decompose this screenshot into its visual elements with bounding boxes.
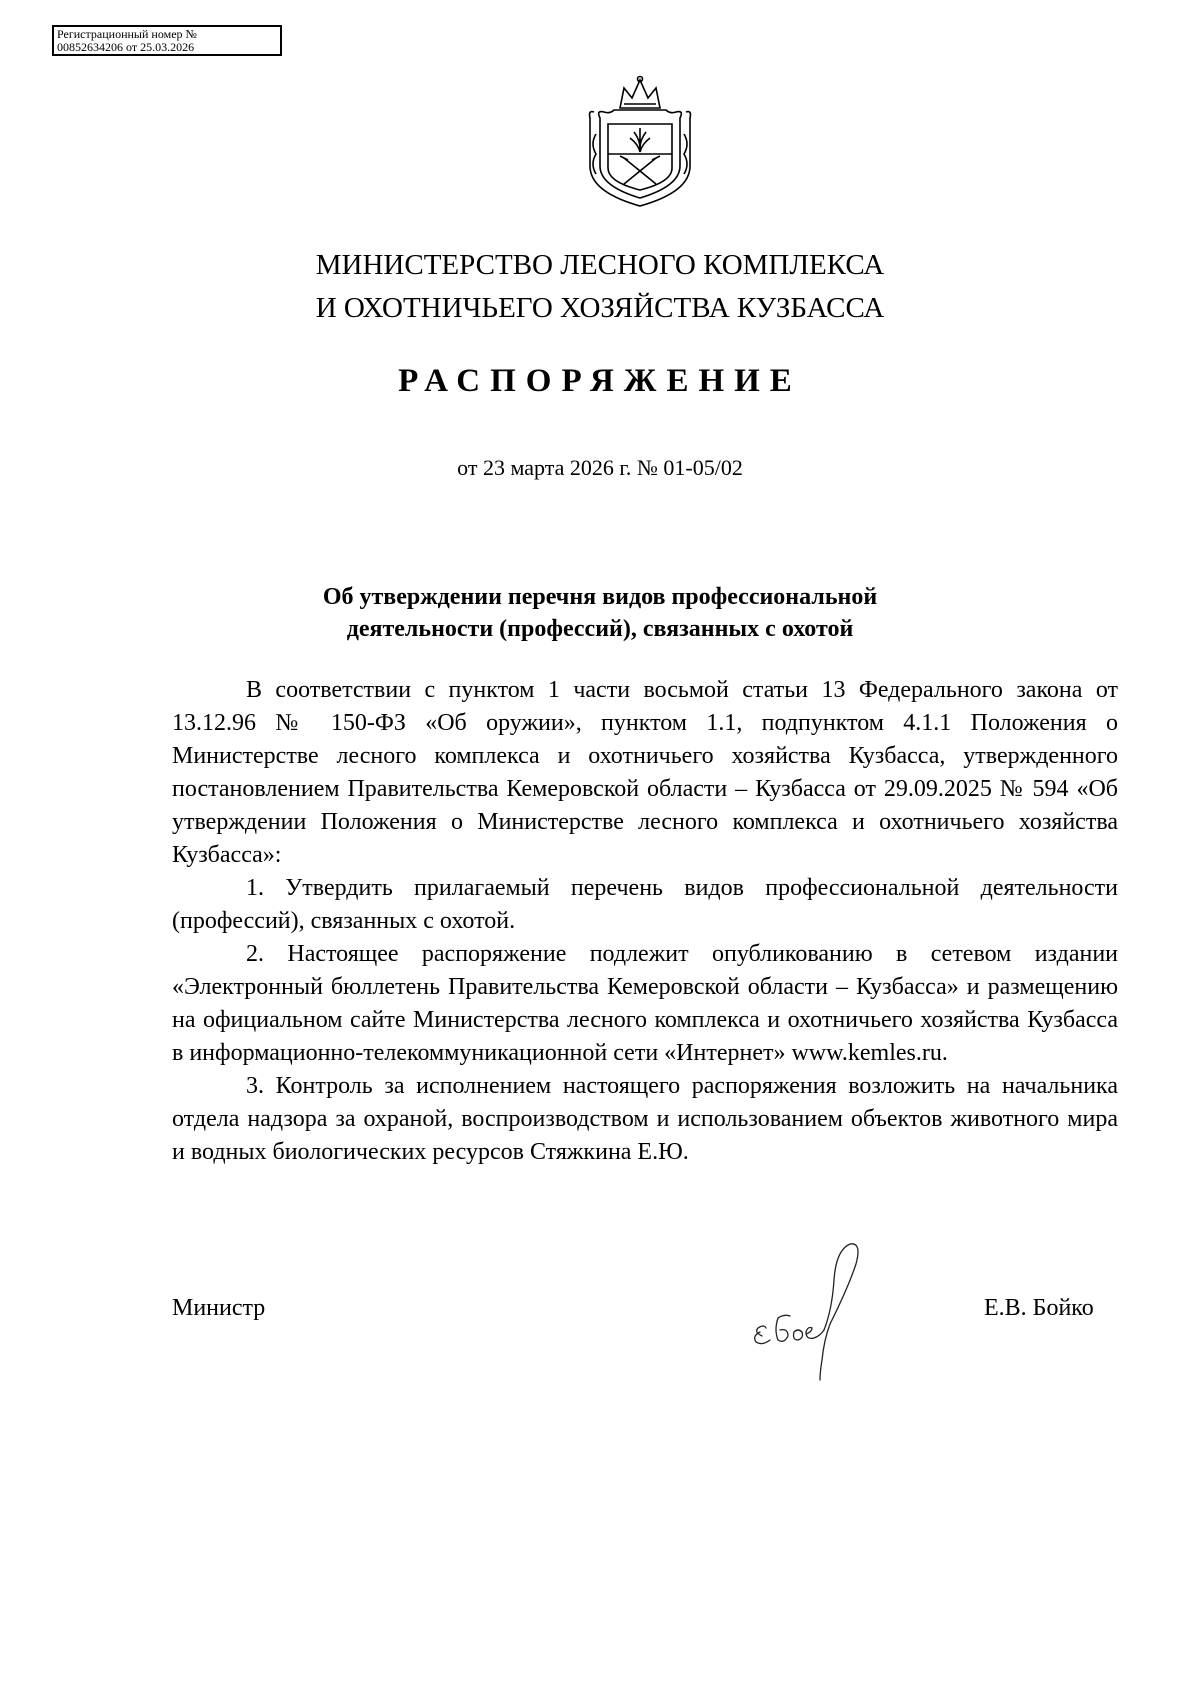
document-date-number: от 23 марта 2026 г. № 01-05/02 — [457, 455, 743, 480]
registration-number-value: 00852634206 от 25.03.2026 — [57, 41, 195, 54]
signer-name: Е.В. Бойко — [984, 1295, 1094, 1321]
preamble-paragraph: В соответствии с пунктом 1 части восьмой статьи 13 Федерального закона от 13.12.96 № 150-ФЗ «Об оружии», пунктом 1.1, подпунктом 4.1.1 Положения о Министерстве лесного комплекса и охотничьего хозяйства Кузбасса, утвержденного постановлением Правительства Кемеровской области – Кузбасса от 29.09.2025 № 594 «Об утверждении Положения о Министерстве лесного комплекса и охотничьего хозяйства Кузбасса»: — [172, 677, 1118, 868]
registration-stamp — [52, 25, 282, 56]
document-body — [172, 674, 1118, 1169]
item-1-paragraph: 1. Утвердить прилагаемый перечень видов профессиональной деятельности (профессий), связанных с охотой. — [172, 875, 1118, 934]
item-2-paragraph: 2. Настоящее распоряжение подлежит опубликованию в сетевом издании «Электронный бюллетень Правительства Кемеровской области – Кузбасса» и размещению на официальном сайте Министерства лесного комплекса и охотничьего хозяйства Кузбасса в информационно-телекоммуникационной сети «Интернет» www.kemles.ru. — [172, 941, 1118, 1066]
signer-position: Министр — [172, 1295, 266, 1321]
document-type-title: РАСПОРЯЖЕНИЕ — [398, 363, 802, 399]
handwritten-signature — [748, 1240, 918, 1385]
document-subject-line-1: Об утверждении перечня видов профессиональной — [322, 584, 878, 610]
document-subject-line-2: деятельности (профессий), связанных с охотой — [346, 616, 854, 642]
coat-of-arms-icon — [584, 74, 696, 210]
ministry-name-line-2: И ОХОТНИЧЬЕГО ХОЗЯЙСТВА КУЗБАССА — [315, 292, 885, 324]
item-3-paragraph: 3. Контроль за исполнением настоящего распоряжения возложить на начальника отдела надзора за охраной, воспроизводством и использованием объектов животного мира и водных биологических ресурсов Стяжкина Е.Ю. — [172, 1073, 1118, 1165]
ministry-name-line-1: МИНИСТЕРСТВО ЛЕСНОГО КОМПЛЕКСА — [315, 249, 885, 281]
registration-number-label: Регистрационный номер № — [57, 28, 197, 41]
